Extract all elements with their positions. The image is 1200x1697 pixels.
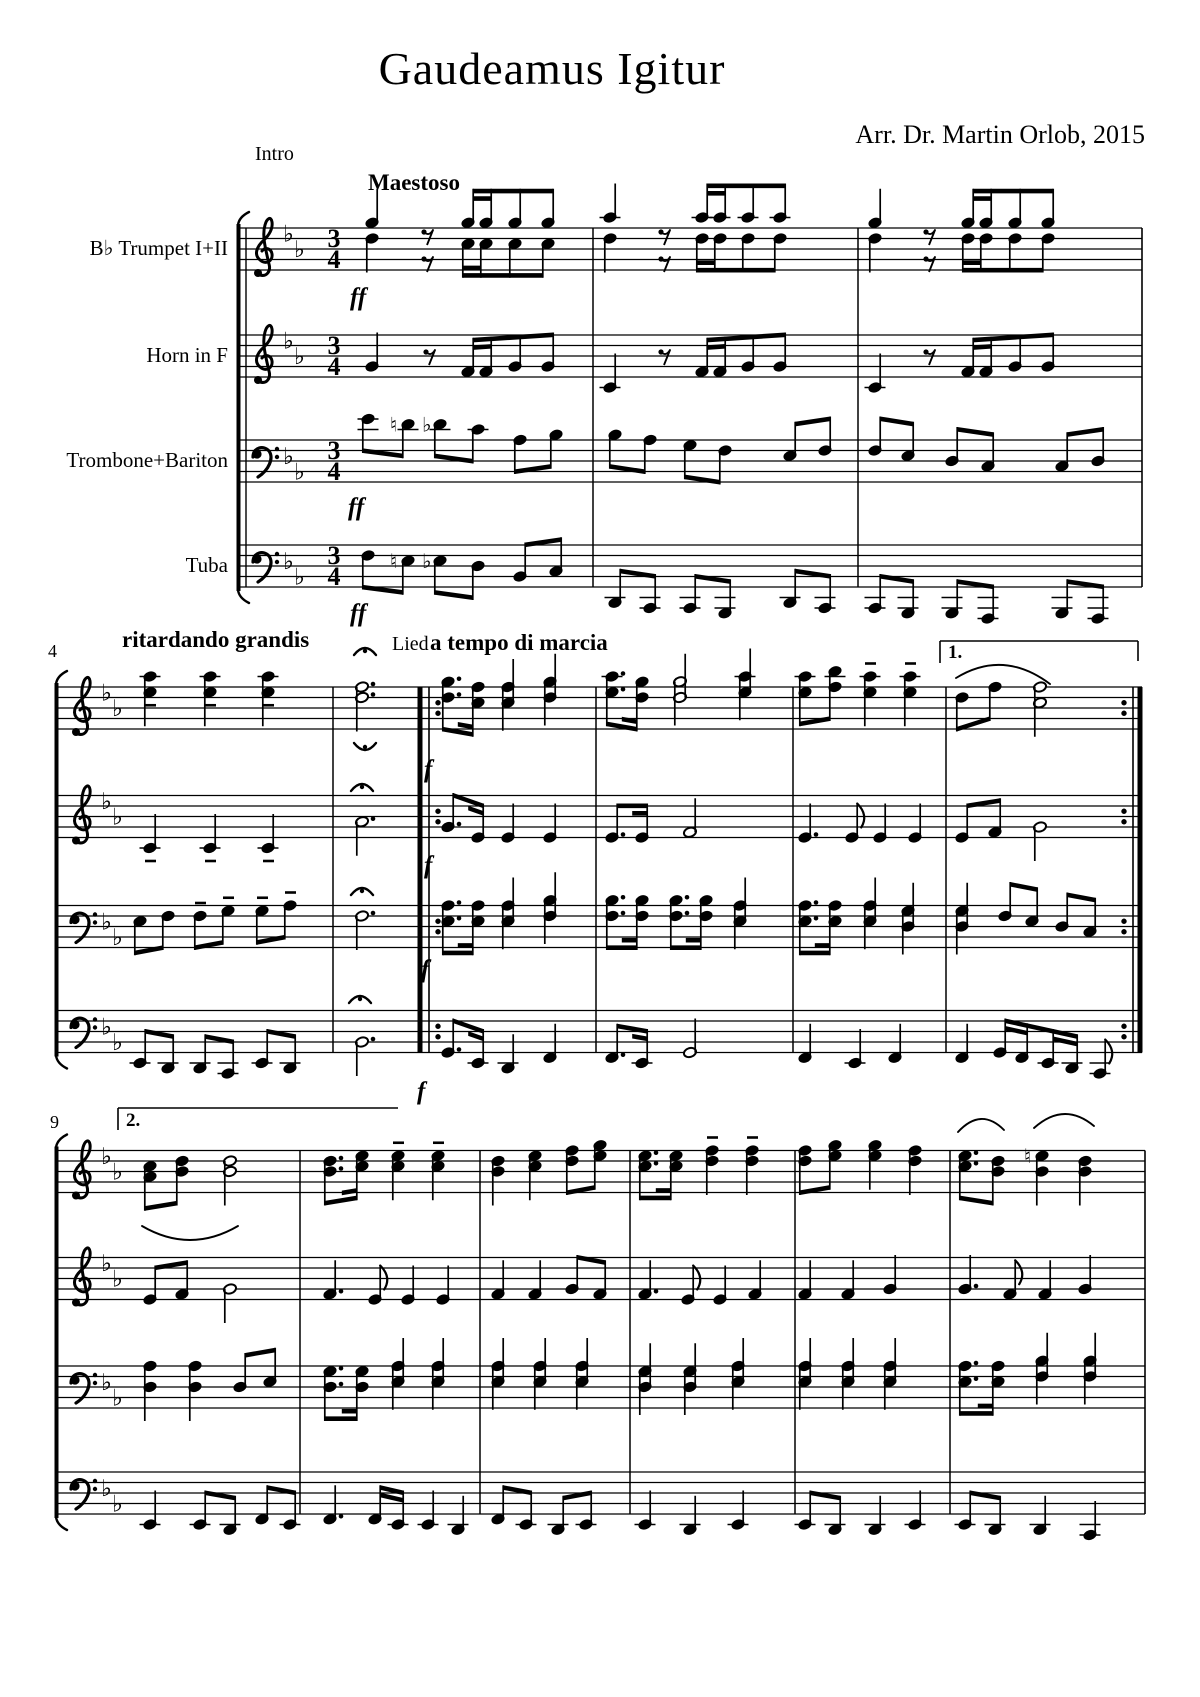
svg-text:♭: ♭	[283, 548, 294, 575]
svg-text:4: 4	[327, 352, 341, 381]
svg-text:♭: ♭	[112, 696, 123, 722]
volta-1-label: 1.	[948, 642, 963, 663]
svg-text:♭: ♭	[112, 804, 123, 831]
measure-number-9: 9	[50, 1112, 59, 1132]
staff-2-2	[55, 786, 1142, 845]
notes-layer-system-2	[130, 649, 1113, 1080]
svg-text:3: 3	[327, 541, 341, 570]
dynamic-ff-tuba: ff	[350, 600, 367, 627]
svg-text:♮: ♮	[390, 412, 398, 437]
staff-2-1	[55, 677, 1142, 736]
measure-number-4: 4	[48, 641, 57, 661]
svg-text:♭: ♭	[101, 909, 112, 936]
dynamic-f-trumpet: f	[424, 756, 433, 783]
svg-text:4: 4	[327, 562, 341, 591]
staff-1-4	[237, 541, 1142, 591]
tempo-marking-ritardando: ritardando grandis	[122, 627, 310, 652]
system-1	[237, 184, 1142, 625]
svg-text:♭: ♭	[101, 680, 112, 707]
svg-text:♭: ♭	[112, 1266, 123, 1293]
svg-text:♮: ♮	[1024, 1143, 1032, 1168]
notes-layer-system-1	[358, 184, 1109, 625]
dynamic-f-horn: f	[424, 852, 433, 879]
instrument-label-tuba: Tuba	[185, 553, 228, 577]
svg-text:♭: ♭	[294, 237, 305, 263]
svg-text:♭: ♭	[294, 564, 305, 591]
svg-text:♭: ♭	[112, 1030, 123, 1056]
dynamic-ff-trumpet: ff	[350, 284, 367, 311]
svg-text:♭: ♭	[283, 328, 294, 355]
dynamic-ff-trombone: ff	[348, 494, 365, 521]
articulation-marks	[142, 648, 1094, 1240]
svg-text:♭: ♭	[422, 412, 432, 437]
svg-text:♭: ♭	[112, 1491, 123, 1518]
volta-bracket-1	[940, 641, 1138, 663]
svg-text:3: 3	[327, 331, 341, 360]
svg-text:♭: ♭	[112, 1159, 123, 1186]
svg-text:♭: ♭	[422, 548, 432, 573]
system-2	[55, 649, 1142, 1080]
notes-layer-system-3	[140, 1138, 1101, 1542]
svg-text:♭: ♭	[283, 221, 294, 248]
tempo-marking-maestoso: Maestoso	[368, 170, 460, 195]
tempo-marking-a-tempo-di-marcia: a tempo di marcia	[430, 630, 608, 655]
svg-text:3: 3	[327, 436, 341, 465]
instrument-label-trumpet: B♭ Trumpet I+II	[89, 236, 228, 260]
svg-text:♭: ♭	[283, 443, 294, 470]
svg-text:♭: ♭	[101, 1475, 112, 1502]
section-label-lied: Lied	[392, 633, 429, 655]
volta-bracket-2	[118, 1108, 398, 1130]
volta-2-label: 2.	[126, 1110, 141, 1131]
section-label-intro: Intro	[255, 143, 294, 165]
svg-text:♭: ♭	[112, 925, 123, 951]
svg-text:4: 4	[327, 457, 341, 486]
svg-text:♭: ♭	[112, 1385, 123, 1412]
staff-2-4	[55, 1011, 1142, 1057]
dynamic-f-trombone: f	[421, 956, 430, 983]
svg-text:♭: ♭	[101, 1014, 112, 1041]
instrument-label-trombone: Trombone+Bariton	[66, 448, 228, 472]
svg-text:♭: ♭	[101, 1250, 112, 1277]
svg-text:♭: ♭	[294, 344, 305, 370]
svg-text:♭: ♭	[101, 1369, 112, 1396]
arranger-credit: Arr. Dr. Martin Orlob, 2015	[855, 120, 1145, 149]
piece-title: Gaudeamus Igitur	[378, 43, 726, 94]
svg-text:♮: ♮	[390, 548, 398, 573]
svg-text:♭: ♭	[101, 1143, 112, 1170]
svg-text:3: 3	[327, 224, 341, 253]
system-3	[55, 1135, 1145, 1542]
instrument-label-horn: Horn in F	[146, 343, 228, 367]
svg-text:♭: ♭	[294, 459, 305, 486]
staff-1-2	[237, 325, 1142, 384]
svg-text:4: 4	[327, 245, 341, 274]
dynamic-f-tuba: f	[417, 1078, 426, 1105]
svg-text:♭: ♭	[101, 788, 112, 815]
